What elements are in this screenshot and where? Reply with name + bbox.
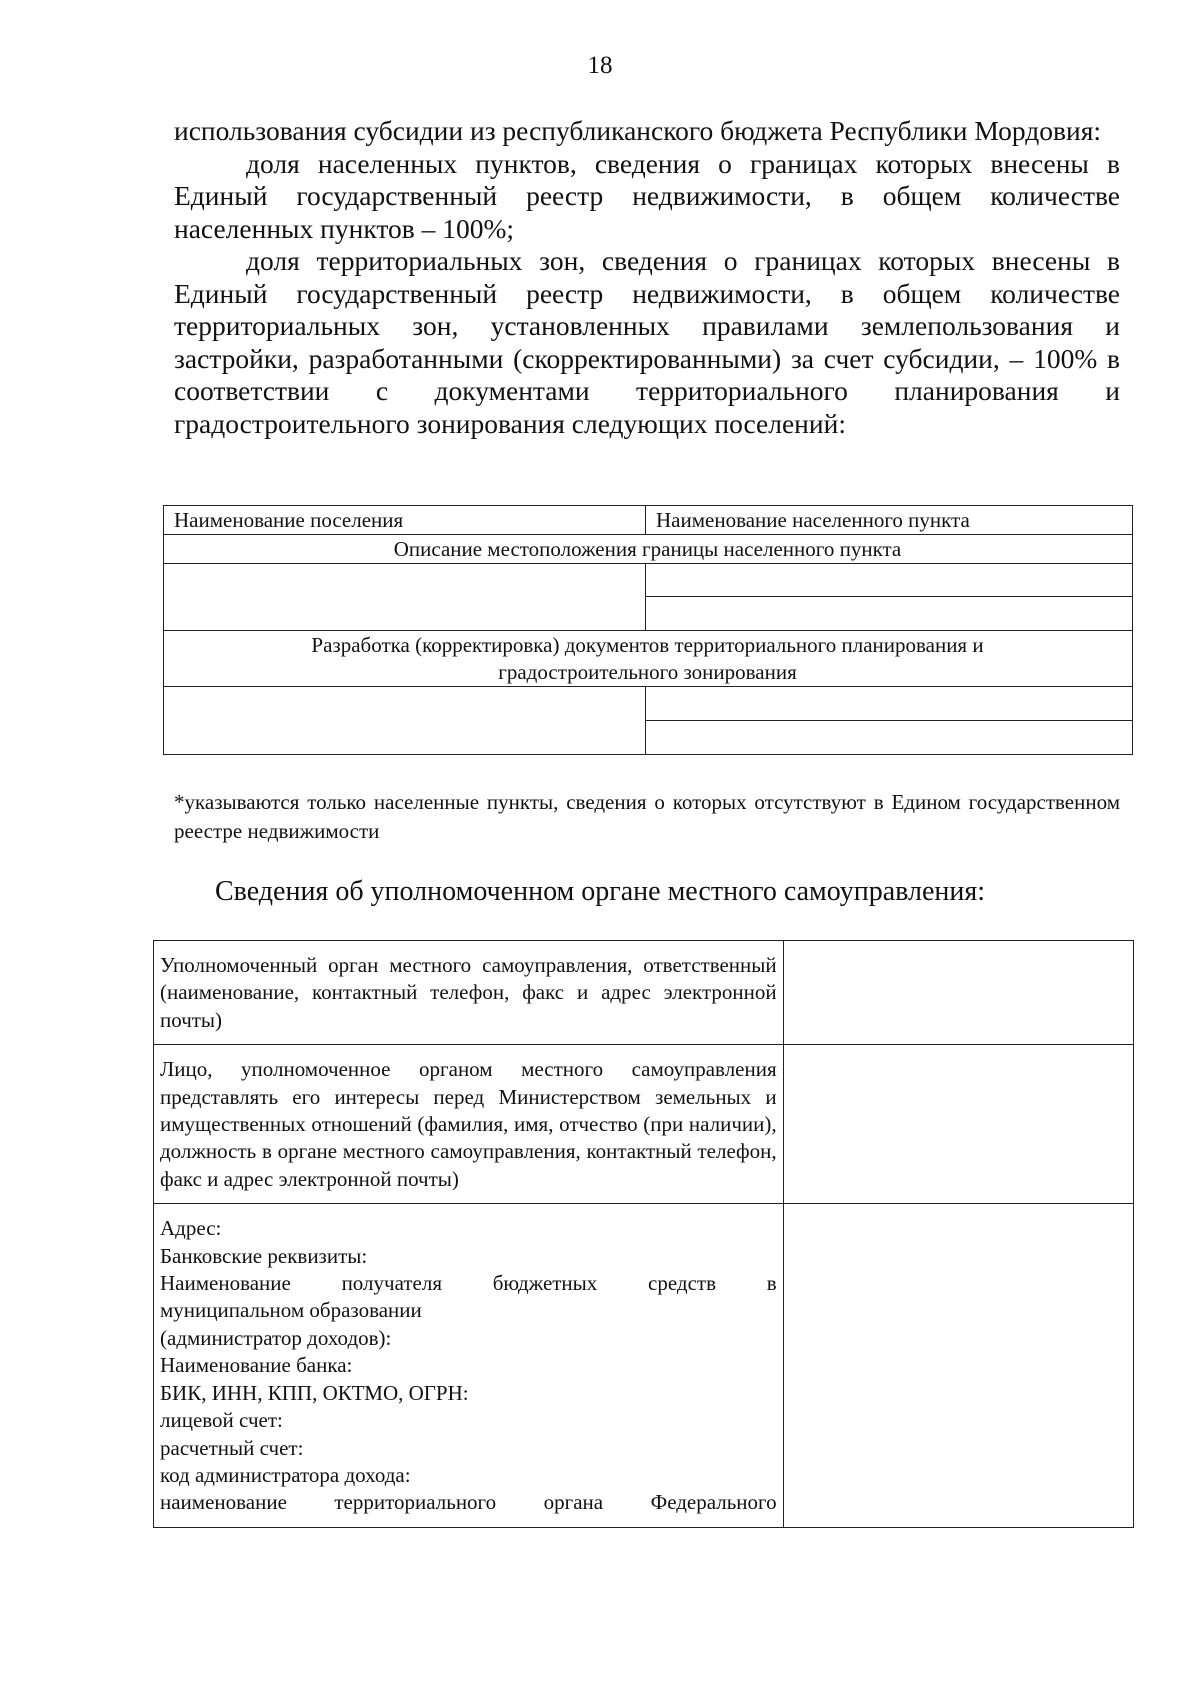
requisites-bank-details: Банковские реквизиты: [160,1243,368,1268]
table-divider [164,563,1132,564]
paragraph-settlements-share: доля населенных пунктов, сведения о границах которых внесены в Единый государственный реестр недвижимости, в общем количестве населенных пунктов – 100%; [174,147,1120,244]
authority-label: Уполномоченный орган местного самоуправления, ответственный (наименование, контактный телефон, факс и адрес электронной почты) [154,941,784,1045]
table-divider [164,630,1132,631]
paragraph-zones-share: доля территориальных зон, сведения о границах которых внесены в Единый государственный реестр недвижимости, в общем количестве территориальных зон, установленных правилами землепользования и застройки, разработанными (скорректированными) за счет субсидии, – 100% в соответствии с документами территориального планирования и градостроительного зонирования следующих поселений: [174,245,1120,439]
requisites-codes: БИК, ИНН, КПП, ОКТМО, ОГРН: [160,1380,469,1405]
requisites-bank-name: Наименование банка: [160,1353,353,1378]
requisites-income-admin: (администратор доходов): [160,1325,392,1350]
requisites-address: Адрес: [160,1216,222,1241]
requisites-personal-account: лицевой счет: [160,1408,283,1433]
table-divider [645,506,646,534]
row-boundary-description: Описание местоположения границы населенного пункта [393,537,902,561]
requisites-income-admin-code: код администратора дохода: [160,1462,411,1487]
requisites-cell [154,1204,784,1527]
table-row [154,941,1134,1045]
representative-value [783,1045,1133,1204]
table-divider [645,596,1132,597]
requisites-value [783,1204,1133,1527]
requisites-municipality: муниципальном образовании [160,1298,422,1323]
page-number: 18 [587,52,613,79]
row-development-line2: градостроительного зонирования [498,660,797,684]
table-row [154,1204,1134,1527]
col-header-locality: Наименование населенного пункта [656,508,970,532]
body-text [174,115,1120,440]
col-header-settlement: Наименование поселения [174,508,404,532]
authority-table [153,940,1134,1528]
footnote: *указываются только населенные пункты, сведения о которых отсутствуют в Едином государственном реестре недвижимости [174,790,1120,843]
requisites-federal-body: наименование территориального органа Федерального [160,1490,777,1515]
table-divider [645,720,1132,721]
requisites-settlement-account: расчетный счет: [160,1435,304,1460]
paragraph-intro: использования субсидии из республиканского бюджета Республики Мордовия: [174,115,1102,146]
row-development-line1: Разработка (корректировка) документов территориального планирования и [311,633,984,657]
table-row [154,1045,1134,1204]
representative-label: Лицо, уполномоченное органом местного самоуправления представлять его интересы перед Министерством земельных и имущественных отношений (фамилия, имя, отчество (при наличии), должность в органе местного самоуправления, контактный телефон, факс и адрес электронной почты) [154,1045,784,1204]
requisites-recipient-name: Наименование получателя бюджетных средств в [160,1271,777,1296]
table-divider [164,686,1132,687]
settlements-table [163,505,1133,755]
section-title: Сведения об уполномоченном органе местного самоуправления: [215,876,985,907]
authority-value [783,941,1133,1045]
table-divider [164,534,1132,535]
